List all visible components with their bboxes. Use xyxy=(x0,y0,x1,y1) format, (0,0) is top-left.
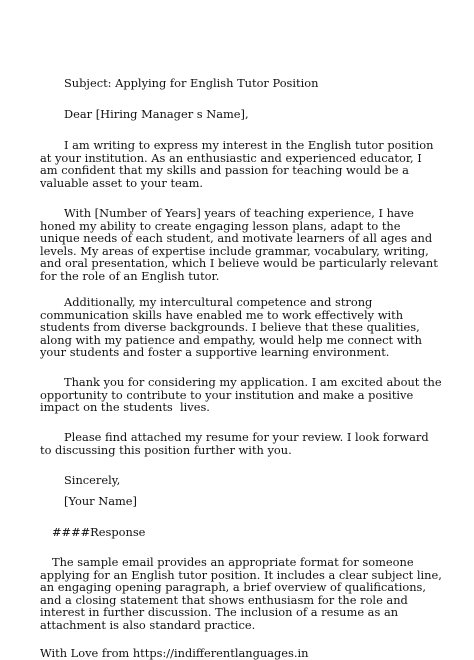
response-paragraph: The sample email provides an appropriate format for someone applying for an English tutor position. It includes a clear subject line, an engaging opening paragraph, a brief overview of qualifications, and a closing statement that shows enthusiasm for the role and interest in further discussion. The inclusion of a resume as an attachment is also standard practice. xyxy=(40,555,446,632)
footer-credit: With Love from https://indifferentlanguages.in xyxy=(40,646,309,660)
greeting: Dear [Hiring Manager s Name], xyxy=(64,107,249,121)
signature: [Your Name] xyxy=(64,494,137,508)
closing: Sincerely, xyxy=(64,473,121,487)
body-paragraph-1: I am writing to express my interest in the English tutor position at your institution. As an enthusiastic and experienced educator, I am confident that my skills and passion for teaching would be a valuable asset to your team. xyxy=(40,138,438,190)
body-paragraph-5: Please find attached my resume for your review. I look forward to discussing this position further with you. xyxy=(40,430,433,457)
subject-line: Subject: Applying for English Tutor Position xyxy=(64,76,319,90)
body-paragraph-4: Thank you for considering my application. I am excited about the opportunity to contribute to your institution and make a positive impact on the students lives. xyxy=(40,375,446,415)
body-paragraph-2: With [Number of Years] years of teaching experience, I have honed my ability to create engaging lesson plans, adapt to the unique needs of each student, and motivate learners of all ages and levels. My areas of expertise include grammar, vocabulary, writing, and oral presentation, which I believe would be particularly relevant for the role of an English tutor. xyxy=(40,206,442,283)
response-heading: ####Response xyxy=(52,525,146,539)
body-paragraph-3: Additionally, my intercultural competence and strong communication skills have enabled me to work effectively with students from diverse backgrounds. I believe that these qualities, along with my patience and empathy, would help me connect with your students and foster a supportive learning environment. xyxy=(40,295,426,360)
